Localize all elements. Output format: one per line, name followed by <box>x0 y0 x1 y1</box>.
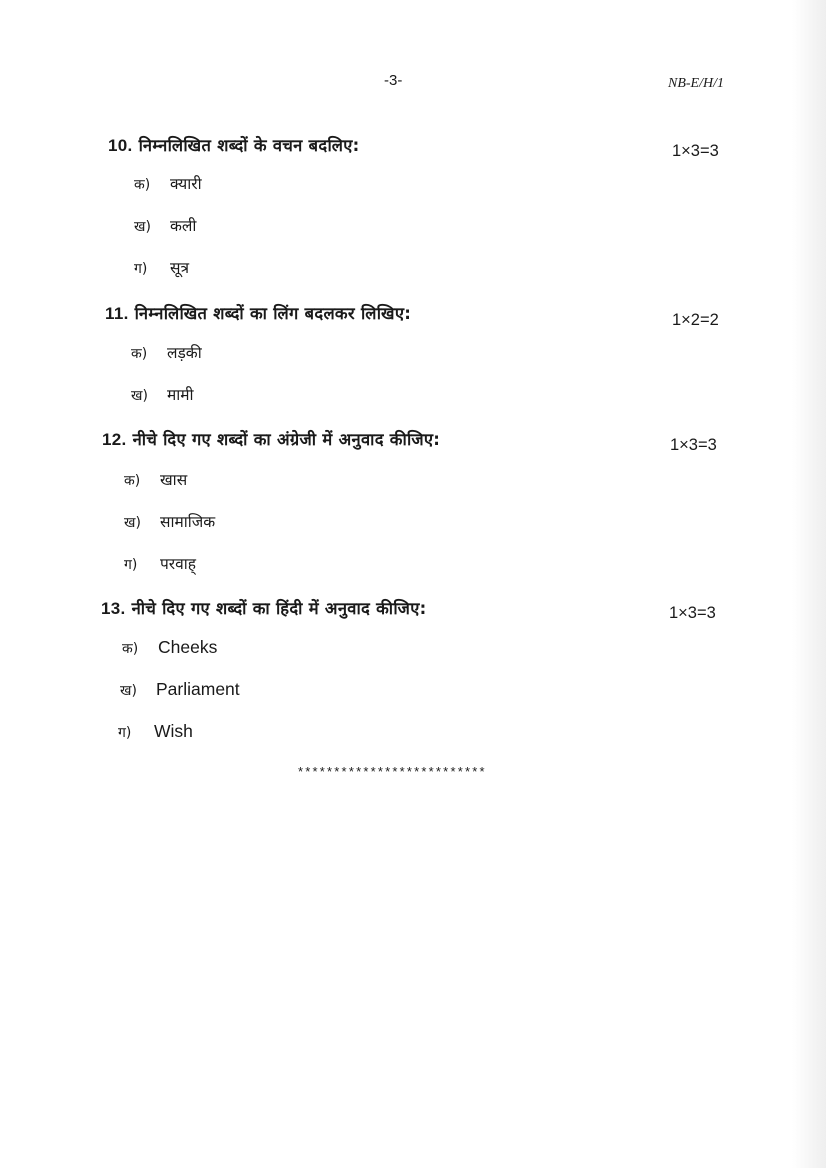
option-label: क) <box>122 641 139 657</box>
question-11 <box>105 301 411 324</box>
question-10 <box>108 133 360 156</box>
question-marks: 1×3=3 <box>670 436 717 454</box>
question-text: नीचे दिए गए शब्दों का हिंदी में अनुवाद कीजिए: <box>131 599 427 618</box>
option-item <box>120 679 240 700</box>
scan-edge-shadow <box>792 0 826 1168</box>
option-item <box>124 552 196 574</box>
option-item <box>134 172 202 194</box>
question-number: 11. <box>105 304 129 323</box>
question-text: नीचे दिए गए शब्दों का अंग्रेजी में अनुवाद कीजिए: <box>132 430 441 449</box>
option-label: ख) <box>124 515 141 531</box>
option-label: ख) <box>134 219 151 235</box>
question-13 <box>101 596 427 619</box>
option-item <box>118 721 193 742</box>
option-item <box>124 510 215 532</box>
option-item <box>122 637 217 658</box>
question-marks: 1×2=2 <box>672 311 719 329</box>
paper-code: NB-E/H/1 <box>668 76 724 91</box>
option-label: ग) <box>118 725 132 741</box>
option-text: सामाजिक <box>160 513 216 531</box>
question-12 <box>102 427 440 450</box>
option-label: ग) <box>134 261 148 277</box>
option-text: क्यारी <box>170 175 202 193</box>
option-text: कली <box>170 217 197 235</box>
option-label: क) <box>131 346 148 362</box>
option-item <box>131 383 194 405</box>
option-label: क) <box>124 473 141 489</box>
option-item <box>134 256 189 278</box>
option-text: खास <box>160 471 188 489</box>
question-number: 10. <box>108 136 133 155</box>
option-label: ख) <box>120 683 137 699</box>
option-text: सूत्र <box>170 259 190 277</box>
question-marks: 1×3=3 <box>672 142 719 160</box>
question-number: 13. <box>101 599 126 618</box>
question-text: निम्नलिखित शब्दों के वचन बदलिए: <box>138 136 360 155</box>
question-marks: 1×3=3 <box>669 604 716 622</box>
option-text: मामी <box>167 386 194 404</box>
option-item <box>124 468 187 490</box>
option-text: Parliament <box>156 679 240 699</box>
option-text: Wish <box>154 721 193 741</box>
question-text: निम्नलिखित शब्दों का लिंग बदलकर लिखिए: <box>134 304 412 323</box>
option-item <box>134 214 196 236</box>
question-number: 12. <box>102 430 127 449</box>
option-text: परवाह् <box>160 555 197 573</box>
option-label: क) <box>134 177 151 193</box>
option-text: लड़की <box>167 344 202 362</box>
option-text: Cheeks <box>158 637 218 657</box>
option-label: ख) <box>131 388 148 404</box>
page-number: -3- <box>384 72 403 89</box>
end-separator: ************************** <box>298 764 487 779</box>
option-item <box>131 341 202 363</box>
option-label: ग) <box>124 557 138 573</box>
